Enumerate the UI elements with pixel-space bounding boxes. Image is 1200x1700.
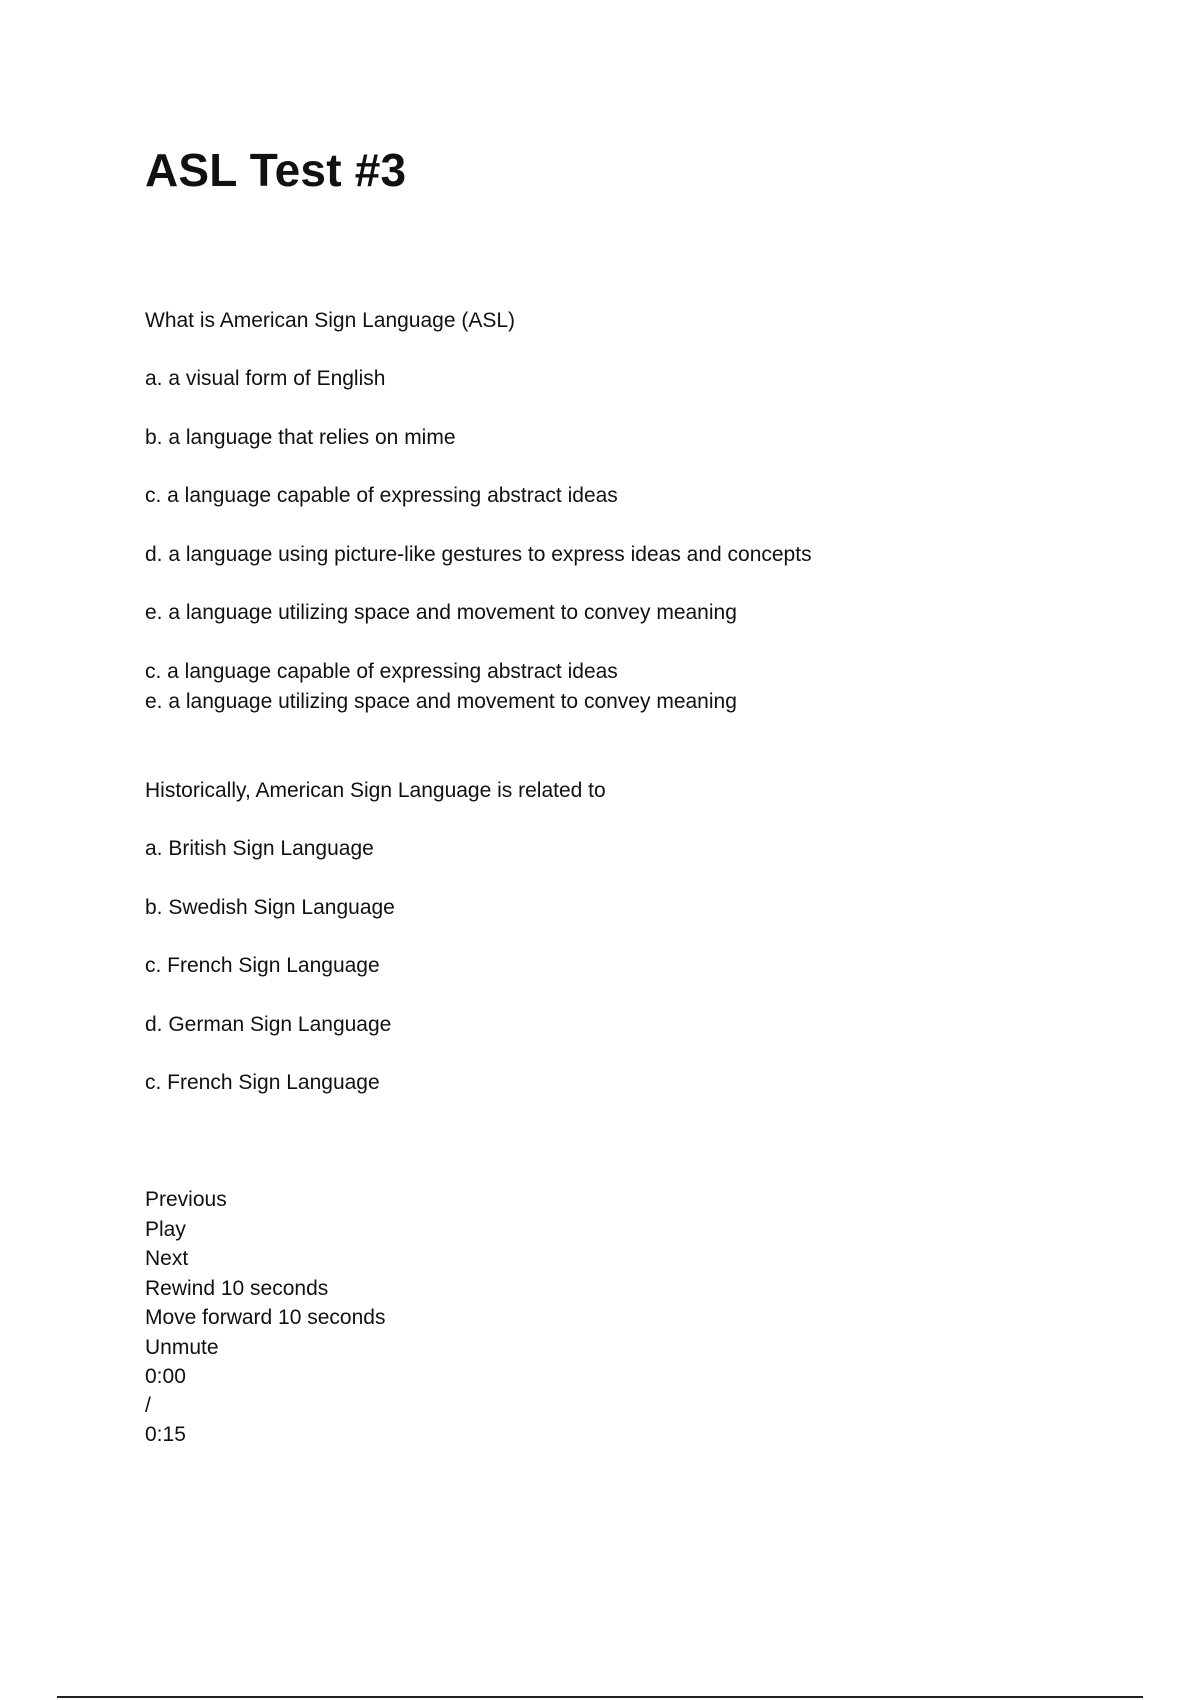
- footer-divider: [57, 1696, 1143, 1698]
- rewind-10-seconds-button[interactable]: Rewind 10 seconds: [145, 1277, 329, 1300]
- question-2-answer-c: c. French Sign Language: [145, 1071, 380, 1094]
- duration: 0:15: [145, 1423, 186, 1446]
- page-title: ASL Test #3: [145, 144, 407, 196]
- question-1-option-e: e. a language utilizing space and movement to convey meaning: [145, 601, 737, 624]
- question-2-option-b: b. Swedish Sign Language: [145, 896, 395, 919]
- current-time: 0:00: [145, 1365, 186, 1388]
- next-button[interactable]: Next: [145, 1247, 189, 1270]
- question-1-option-b: b. a language that relies on mime: [145, 426, 456, 449]
- question-1-option-a: a. a visual form of English: [145, 367, 386, 390]
- question-1-option-c: c. a language capable of expressing abstract ideas: [145, 484, 618, 507]
- question-1-option-d: d. a language using picture-like gestures to express ideas and concepts: [145, 543, 812, 566]
- question-2-prompt: Historically, American Sign Language is related to: [145, 779, 606, 802]
- question-1-answer-e: e. a language utilizing space and movement to convey meaning: [145, 690, 737, 713]
- question-2-option-a: a. British Sign Language: [145, 837, 374, 860]
- forward-10-seconds-button[interactable]: Move forward 10 seconds: [145, 1306, 386, 1329]
- previous-button[interactable]: Previous: [145, 1188, 227, 1211]
- play-button[interactable]: Play: [145, 1218, 186, 1241]
- time-separator: /: [145, 1394, 151, 1417]
- unmute-button[interactable]: Unmute: [145, 1336, 219, 1359]
- question-2-option-c: c. French Sign Language: [145, 954, 380, 977]
- question-2-option-d: d. German Sign Language: [145, 1013, 392, 1036]
- question-1-answer-c: c. a language capable of expressing abstract ideas: [145, 660, 618, 683]
- question-1-prompt: What is American Sign Language (ASL): [145, 309, 516, 332]
